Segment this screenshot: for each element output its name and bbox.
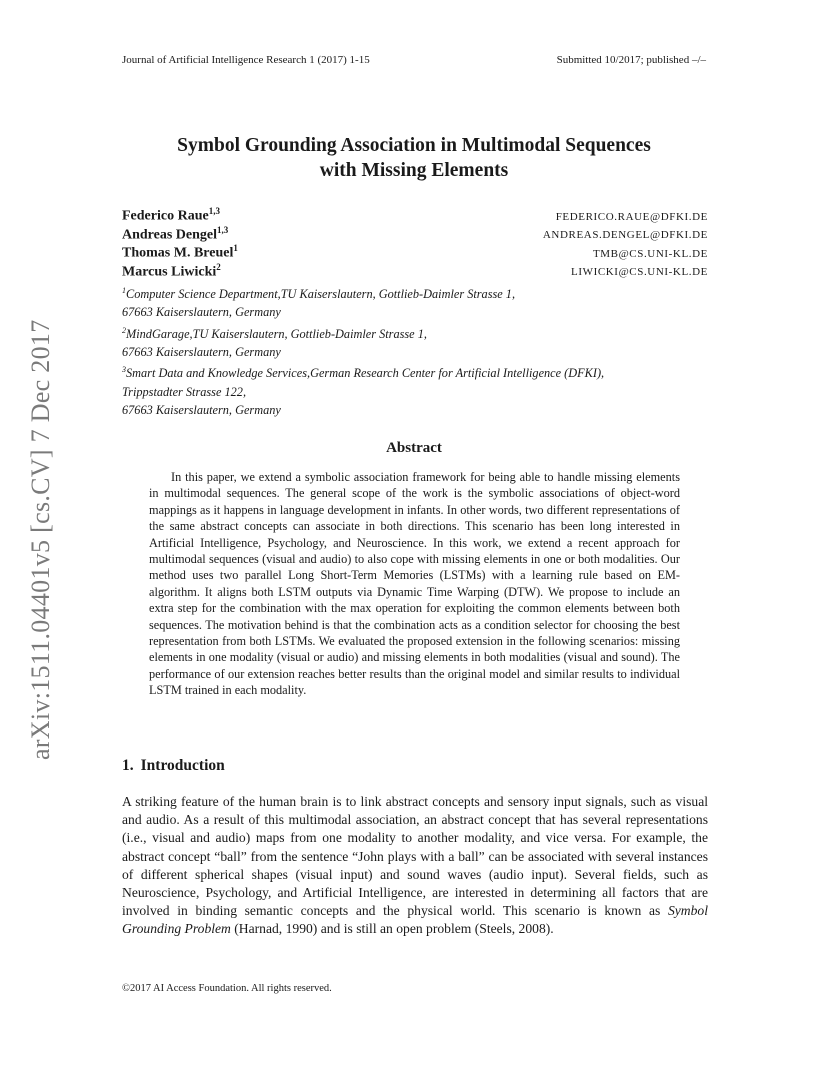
affiliations [122,282,722,419]
author-row [122,225,708,244]
affiliation-line: Trippstadter Strasse 122, [122,384,247,399]
section-title: Introduction [140,757,225,774]
author-list [122,206,708,280]
arxiv-identifier: arXiv:1511.04401v5 [cs.CV] 7 Dec 2017 [26,319,55,760]
affiliation-line: 67663 Kaiserslautern, Germany [122,345,281,360]
section-number: 1. [122,757,134,774]
author-row [122,262,708,281]
author-name: Andreas Dengel [122,227,218,243]
author-affil-sup: 2 [216,261,221,272]
author-name: Thomas M. Breuel [122,245,234,261]
author-email: FEDERICO.RAUE@DFKI.DE [555,210,708,223]
abstract-heading: Abstract [386,440,442,456]
title-line-1: Symbol Grounding Association in Multimodal Sequences [177,135,651,156]
submission-header: Submitted 10/2017; published –/– [556,54,706,66]
abstract-text: In this paper, we extend a symbolic association framework for being able to handle missing elements in multimodal sequences. The general scope of the work is the symbolic associations of object-word mappings as it happens in language development in infants. In other words, two different representations of the same abstract concepts can associate in both directions. This scenario has been long interested in Artificial Intelligence, Psychology, and Neuroscience. In this work, we extend a recent approach for multimodal sequences (visual and audio) to also cope with missing elements in one or both modalities. Our method uses two parallel Long Short-Term Memories (LSTMs) with a learning rule based on EM-algorithm. It aligns both LSTM outputs via Dynamic Time Warping (DTW). We propose to include an extra step for the combination with the max operation for exploiting the common elements between both sequences. The motivation behind is that the combination acts as a condition selector for choosing the best representation from both LSTMs. We evaluated the proposed extension in the following scenarios: missing elements in one modality (visual or audio) and missing elements in both modalities (visual and sound). The performance of our extension reaches better results than the original model and similar results to individual LSTM trained in each modality. [149,470,680,698]
author-affil-sup: 1,3 [208,206,220,216]
affiliation-line: 67663 Kaiserslautern, Germany [122,305,281,320]
author-affil-sup: 1,3 [217,224,229,235]
author-name: Federico Raue [122,208,209,224]
affiliation-line: 67663 Kaiserslautern, Germany [122,403,281,418]
term-emphasis: Symbol Grounding Problem [122,903,708,937]
affiliation: $^2$MindGarage,TU Kaiserslautern, Gottlieb-Daimler Strasse 1, [122,325,427,341]
affiliation: $^1$Computer Science Department,TU Kaiserslautern, Gottlieb-Daimler Strasse 1, [122,286,516,302]
intro-paragraph: A striking feature of the human brain is to link abstract concepts and sensory input signals, such as visual and audio. As a result of this multimodal association, an abstract concept that has several representations (i.e., visual and audio) maps from one modality to another modality, and vice versa. For example, the abstract concept “ball” from the sentence “John plays with a ball” can be associated with several instances of different spherical shapes (visual input) and sound waves (audio input). Several fields, such as Neuroscience, Psychology, and Artificial Intelligence, are interested in determining all factors that are involved in binding semantic concepts and the physical world. This scenario is known as Symbol Grounding Problem (Harnad, 1990) and is still an open problem (Steels, 2008). [122,794,708,937]
affiliation: $^3$Smart Data and Knowledge Services,German Research Center for Artificial Intelligence (DFKI), [122,365,605,381]
section-heading [122,757,225,775]
author-affil-sup: 1 [233,243,238,253]
author-email: LIWICKI@CS.UNI-KL.DE [571,266,708,279]
title-line-2: with Missing Elements [319,160,509,181]
author-row [122,206,708,225]
author-email: TMB@CS.UNI-KL.DE [592,247,708,260]
paper-title [0,133,828,183]
author-email: ANDREAS.DENGEL@DFKI.DE [542,229,708,242]
copyright-footer: ©2017 AI Access Foundation. All rights reserved. [122,983,332,994]
author-name: Marcus Liwicki [122,264,217,280]
journal-header: Journal of Artificial Intelligence Research 1 (2017) 1-15 [122,54,370,66]
author-row [122,243,708,262]
